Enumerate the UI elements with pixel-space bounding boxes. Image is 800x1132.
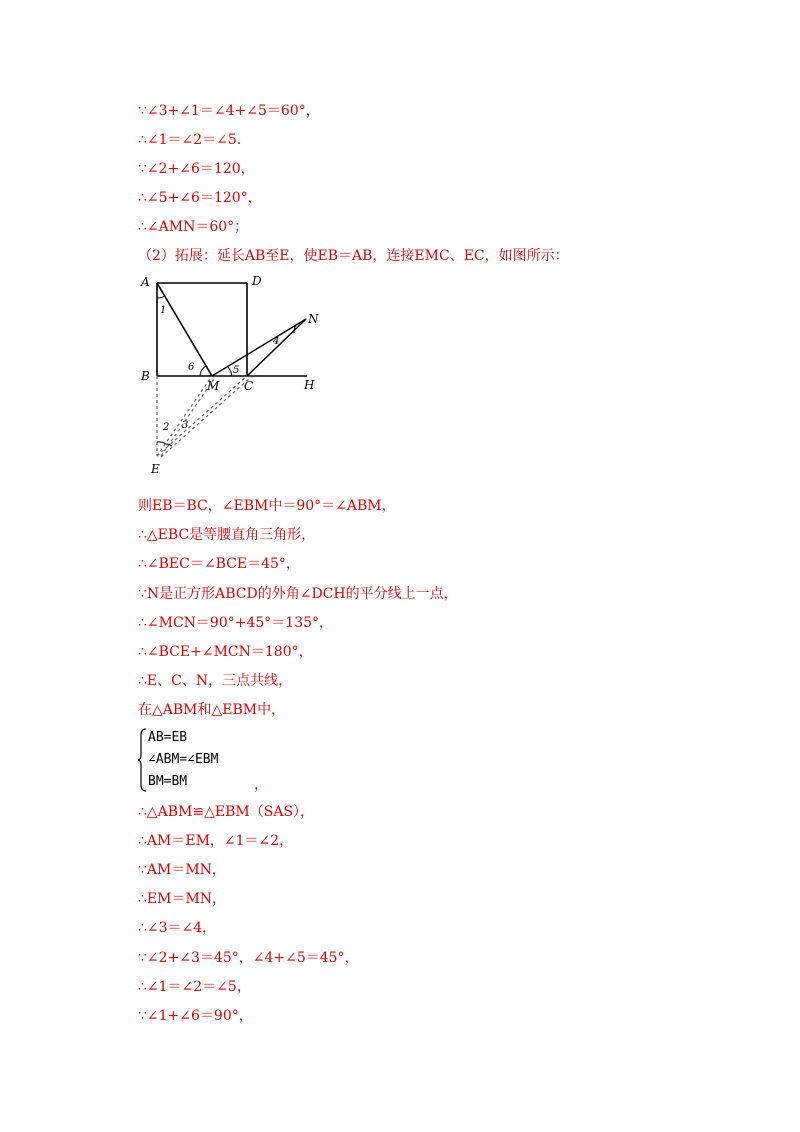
geometry-figure — [136, 270, 336, 480]
text-line: ∴∠BEC＝∠BCE＝45°， — [138, 556, 300, 572]
angle-label-4: 4 — [273, 336, 280, 347]
text-line: ∵∠1+∠6＝90°， — [138, 1008, 253, 1024]
point-label-h: H — [304, 378, 315, 392]
point-label-m: M — [207, 379, 220, 393]
point-label-b: B — [141, 369, 150, 383]
point-label-d: D — [252, 274, 262, 288]
geometry-svg — [136, 270, 336, 480]
text-line: ∴∠3＝∠4， — [138, 920, 217, 936]
text-line: ∴△EBC是等腰直角三角形， — [138, 527, 316, 543]
text-line: ∴∠1＝∠2＝∠5． — [138, 132, 251, 148]
text-line: 则EB＝BC，∠EBM中＝90°＝∠ABM， — [138, 498, 396, 514]
text-line: ∵N是正方形ABCD的外角∠DCH的平分线上一点， — [138, 586, 458, 602]
point-label-c: C — [244, 379, 254, 393]
text-line: ∵∠3+∠1＝∠4+∠5＝60°， — [138, 103, 320, 119]
angle-label-3: 3 — [182, 420, 189, 431]
equation-row: BM=BM — [148, 774, 188, 789]
text-line: ∴AM＝EM，∠1＝∠2， — [138, 833, 294, 849]
equation-trailing-comma: ， — [254, 777, 268, 793]
point-label-a: A — [141, 275, 150, 289]
text-line: ∴△ABM≌△EBM（SAS）， — [138, 804, 315, 820]
text-line: ∴∠AMN＝60°； — [138, 219, 249, 235]
text-line: ∴∠1＝∠2＝∠5， — [138, 979, 251, 995]
point-label-e: E — [151, 462, 160, 476]
text-line: ∴∠5+∠6＝120°， — [138, 190, 262, 206]
text-line: ∵∠2+∠3＝45°，∠4+∠5＝45°， — [138, 950, 359, 966]
angle-label-2: 2 — [163, 422, 170, 433]
equation-system — [138, 727, 308, 793]
text-line: （2）拓展：延长AB至E，使EB＝AB，连接EMC、EC，如图所示： — [138, 248, 569, 264]
angle-label-1: 1 — [160, 305, 167, 316]
left-brace-icon — [138, 727, 148, 793]
text-line: ∴∠BCE+∠MCN＝180°， — [138, 644, 313, 660]
text-line: ∴E、C、N，三点共线， — [138, 673, 293, 689]
text-line: ∴∠MCN＝90°+45°＝135°， — [138, 615, 334, 631]
text-line: ∵∠2+∠6＝120， — [138, 161, 255, 177]
equation-row: AB=EB — [148, 730, 188, 745]
point-label-n: N — [308, 312, 319, 326]
text-line: ∵AM＝MN， — [138, 862, 226, 878]
angle-label-5: 5 — [233, 365, 240, 376]
angle-label-6: 6 — [188, 362, 195, 373]
text-line: ∴EM＝MN， — [138, 891, 227, 907]
text-line: 在△ABM和△EBM中， — [138, 702, 286, 718]
equation-row: ∠ABM=∠EBM — [148, 752, 219, 767]
